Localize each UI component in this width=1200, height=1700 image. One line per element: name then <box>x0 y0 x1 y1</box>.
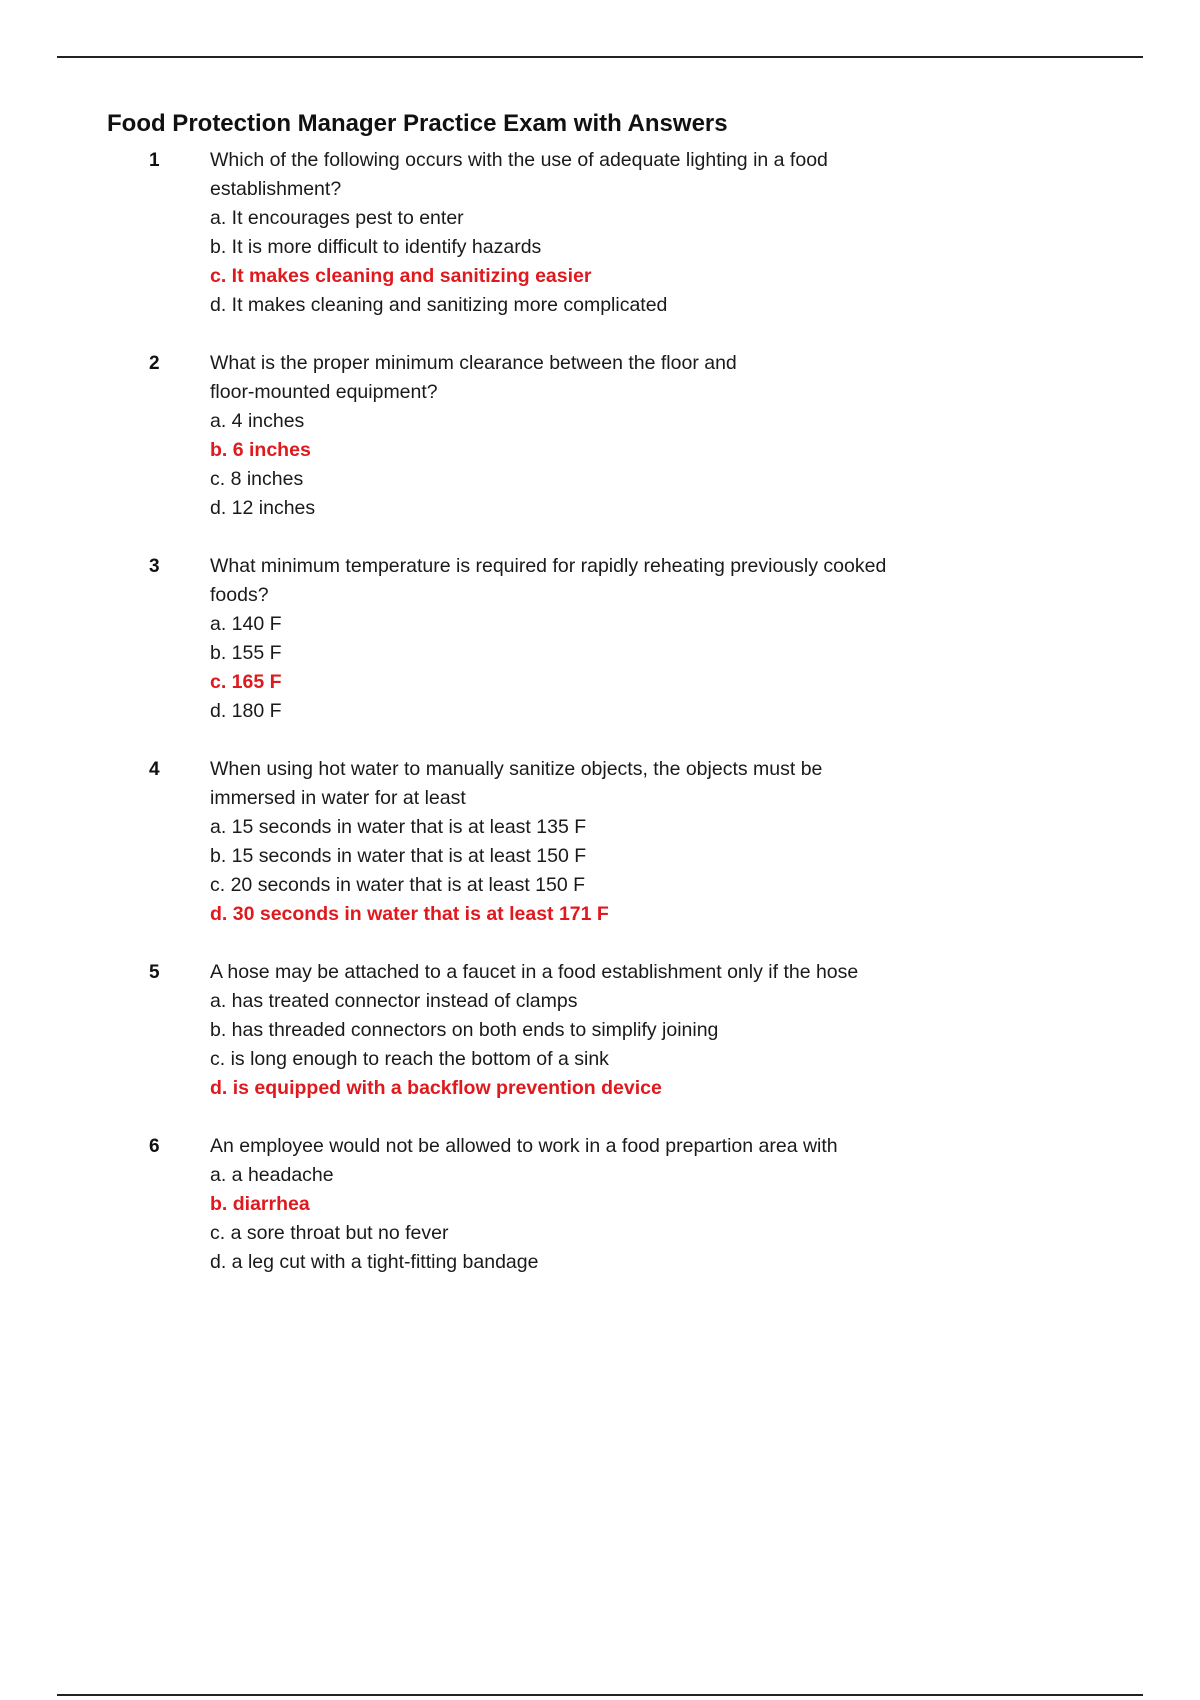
answer-option: c. is long enough to reach the bottom of a sink <box>210 1048 609 1070</box>
correct-answer-option: c. It makes cleaning and sanitizing easier <box>210 265 592 287</box>
question-number: 2 <box>149 353 160 374</box>
answer-option: a. a headache <box>210 1164 334 1186</box>
page-title: Food Protection Manager Practice Exam with Answers <box>107 110 728 137</box>
question-text: Which of the following occurs with the use of adequate lighting in a food establishment? <box>210 149 828 200</box>
answer-option: c. 8 inches <box>210 468 304 490</box>
answer-option: d. 12 inches <box>210 497 316 519</box>
question-number: 1 <box>149 150 160 171</box>
answer-option: a. 4 inches <box>210 410 305 432</box>
question <box>107 1132 1007 1277</box>
question-text: A hose may be attached to a faucet in a food establishment only if the hose <box>210 961 859 983</box>
question-body <box>210 146 1007 320</box>
answer-option: a. 15 seconds in water that is at least 135 F <box>210 816 587 838</box>
footer-rule <box>57 1694 1143 1696</box>
question-text: What is the proper minimum clearance between the floor and floor-mounted equipment? <box>210 352 737 403</box>
answer-option: b. It is more difficult to identify hazards <box>210 236 542 258</box>
answer-option: d. 180 F <box>210 700 282 722</box>
question <box>107 958 1007 1103</box>
question-text: An employee would not be allowed to work in a food prepartion area with <box>210 1135 838 1157</box>
answer-option: c. 20 seconds in water that is at least 150 F <box>210 874 586 896</box>
correct-answer-option: d. is equipped with a backflow prevention device <box>210 1077 662 1099</box>
question-body <box>210 552 1007 726</box>
question-list <box>107 146 1007 1306</box>
question <box>107 146 1007 320</box>
correct-answer-option: b. diarrhea <box>210 1193 310 1215</box>
question-number: 6 <box>149 1136 160 1157</box>
answer-option: a. It encourages pest to enter <box>210 207 464 229</box>
question-text: What minimum temperature is required for rapidly reheating previously cooked foods? <box>210 555 887 606</box>
question-body <box>210 958 1007 1103</box>
question-number: 4 <box>149 759 160 780</box>
question <box>107 755 1007 929</box>
question-body <box>210 755 1007 929</box>
answer-option: c. a sore throat but no fever <box>210 1222 449 1244</box>
correct-answer-option: b. 6 inches <box>210 439 311 461</box>
question-body <box>210 349 1007 523</box>
question-text: When using hot water to manually sanitize objects, the objects must be immersed in water for at least <box>210 758 823 809</box>
answer-option: b. 155 F <box>210 642 282 664</box>
question-number: 5 <box>149 962 160 983</box>
header-rule <box>57 56 1143 58</box>
answer-option: b. 15 seconds in water that is at least 150 F <box>210 845 587 867</box>
answer-option: a. has treated connector instead of clamps <box>210 990 578 1012</box>
correct-answer-option: c. 165 F <box>210 671 282 693</box>
answer-option: d. a leg cut with a tight-fitting bandage <box>210 1251 539 1273</box>
answer-option: a. 140 F <box>210 613 282 635</box>
correct-answer-option: d. 30 seconds in water that is at least 171 F <box>210 903 609 925</box>
question <box>107 552 1007 726</box>
question <box>107 349 1007 523</box>
question-body <box>210 1132 1007 1277</box>
answer-option: d. It makes cleaning and sanitizing more complicated <box>210 294 668 316</box>
question-number: 3 <box>149 556 160 577</box>
answer-option: b. has threaded connectors on both ends to simplify joining <box>210 1019 719 1041</box>
